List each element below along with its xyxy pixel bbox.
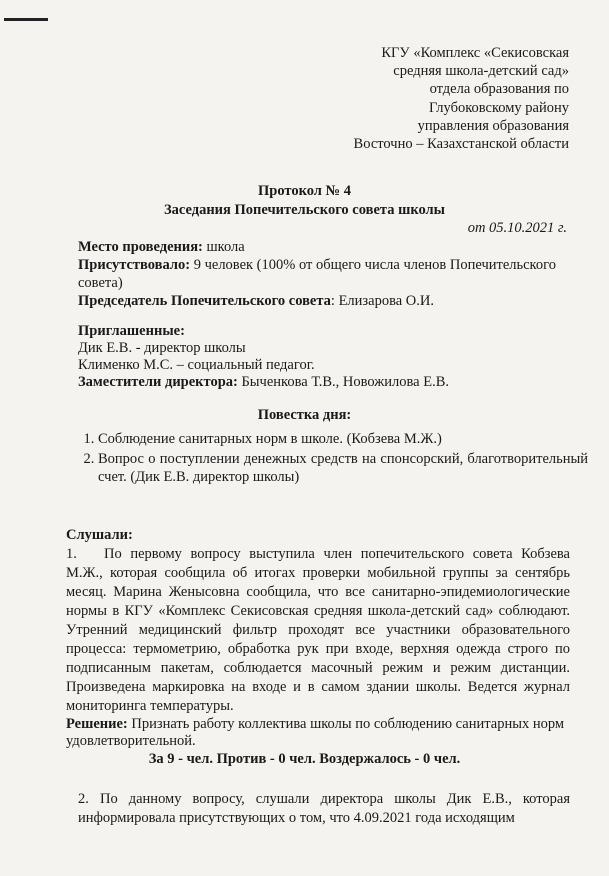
agenda-list: [78, 430, 588, 488]
deputies-value: Быченкова Т.В., Новожилова Е.В.: [237, 374, 450, 390]
place-label: Место проведения:: [78, 239, 203, 255]
decision-text: Признать работу коллектива школы по соблюдению санитарных норм удовлетворительной.: [66, 716, 565, 749]
header-line: отдела образования по: [429, 81, 569, 98]
hearing-text: По первому вопросу выступила член попечительского совета Кобзева М.Ж., которая сообщила об итогах проверки мобильной группы за сентябрь месяц. Марина Женысовна сообщила, что все санитарно-эпидемиологические нормы в КГУ «Комплекс Секисовская средняя школа-детский сад» соблюдают. Утренний медицинский фильтр проходят все участники образовательного процесса: термометрию, обработка рук при входе, верхняя одежда строго по подписанным пакетам, соблюдается масочный режим и режим дистанции. Произведена маркировка на входе и в самом здании школы. Ведется журнал мониторинга температуры.: [66, 546, 570, 714]
item2-number: 2.: [78, 791, 89, 807]
agenda-item: 2. Вопрос о поступлении денежных средств на спонсорский, благотворительный счет. (Дик Е.В. директор школы): [98, 450, 588, 486]
present-value: 9 человек (100% от общего числа членов Попечительского совета): [78, 257, 556, 291]
organization-header: [354, 44, 569, 153]
attendance: [78, 256, 568, 292]
deputies: [78, 373, 568, 391]
protocol-subtitle: Заседания Попечительского совета школы: [163, 202, 445, 218]
protocol-date: от 05.10.2021 г.: [467, 220, 567, 236]
item2-text: По данному вопросу, слушали директора школы Дик Е.В., которая информировала присутствующих о том, что 4.09.2021 года исходящим: [78, 791, 570, 826]
chair-label: Председатель Попечительского совета: [78, 293, 331, 309]
place-value: школа: [202, 239, 245, 255]
protocol-title: Протокол № 4: [257, 183, 351, 199]
second-item: [78, 790, 570, 828]
agenda-title: Повестка дня:: [257, 407, 352, 423]
decision: [66, 716, 570, 750]
header-line: КГУ «Комплекс «Секисовская: [381, 45, 569, 61]
invited-social-pedagogue: Клименко М.С. – социальный педагог.: [78, 357, 315, 373]
hearing-paragraph: [66, 545, 570, 716]
invited-director: Дик Е.В. - директор школы: [78, 340, 246, 356]
present-label: Присутствовало:: [78, 257, 191, 273]
chair-value: : Елизарова О.И.: [330, 293, 435, 309]
vote-result: За 9 - чел. Против - 0 чел. Воздержалось - 0 чел.: [148, 751, 461, 767]
header-line: управления образования: [417, 117, 569, 134]
invited-label: Приглашенные:: [78, 323, 185, 339]
header-line: Восточно – Казахстанской области: [353, 136, 569, 153]
decision-label: Решение:: [66, 716, 128, 732]
deputies-label: Заместители директора:: [78, 374, 238, 390]
hearing-number: 1.: [66, 546, 77, 562]
meeting-place: [78, 238, 568, 256]
agenda-item: 1. Соблюдение санитарных норм в школе. (Кобзева М.Ж.): [98, 430, 588, 448]
header-line: средняя школа-детский сад»: [393, 63, 569, 80]
hearing-label: Слушали:: [66, 527, 133, 543]
scan-mark: [4, 18, 48, 21]
chairman: [78, 292, 568, 310]
header-line: Глубоковскому району: [428, 99, 569, 116]
